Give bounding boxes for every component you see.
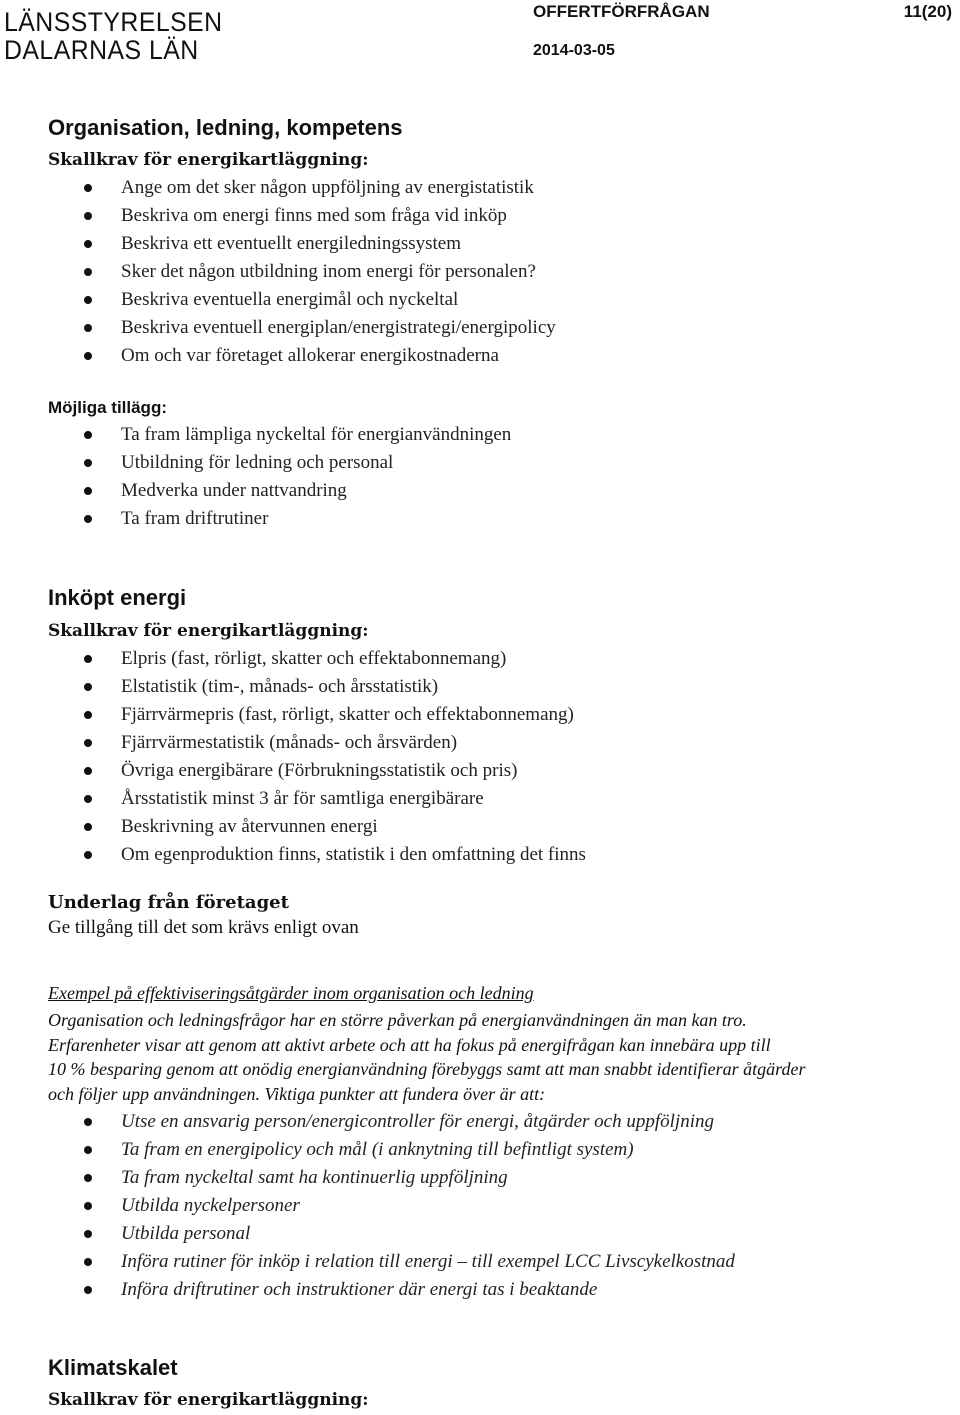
bullet-icon	[84, 1258, 92, 1266]
bullet-icon	[84, 487, 92, 495]
bullet-icon	[84, 184, 92, 192]
list-item: Införa rutiner för inköp i relation till energi – till exempel LCC Livscykelkostnad	[0, 1248, 735, 1276]
bullet-icon	[84, 268, 92, 276]
requirements-heading: Skallkrav för energikartläggning:	[48, 621, 369, 641]
logo-line-2: DALARNAS LÄN	[4, 35, 199, 65]
bullet-icon	[84, 711, 92, 719]
document-type: OFFERTFÖRFRÅGAN	[533, 2, 710, 21]
list-item: Beskriva om energi finns med som fråga vid inköp	[0, 202, 556, 230]
logo-line-1: LÄNSSTYRELSEN	[4, 7, 223, 37]
paragraph-line: och följer upp användningen. Viktiga punkter att fundera över är att:	[48, 1083, 546, 1104]
section-title-energy: Inköpt energi	[48, 585, 187, 610]
list-item: Beskriva ett eventuellt energiledningssystem	[0, 230, 556, 258]
bullet-icon	[84, 795, 92, 803]
section-title-climate: Klimatskalet	[48, 1355, 178, 1380]
bullet-icon	[84, 431, 92, 439]
list-item: Elpris (fast, rörligt, skatter och effektabonnemang)	[0, 645, 586, 673]
bullet-icon	[84, 212, 92, 220]
bullet-icon	[84, 352, 92, 360]
bullet-icon	[84, 1230, 92, 1238]
requirements-heading: Skallkrav för energikartläggning:	[48, 1390, 369, 1410]
bullet-icon	[84, 1286, 92, 1294]
bullet-icon	[84, 1146, 92, 1154]
list-item: Ta fram nyckeltal samt ha kontinuerlig uppföljning	[0, 1164, 735, 1192]
bullet-icon	[84, 1174, 92, 1182]
bullet-icon	[84, 1118, 92, 1126]
agency-logo	[4, 8, 224, 64]
org-optional-list	[0, 421, 511, 533]
list-item: Om egenproduktion finns, statistik i den omfattning det finns	[0, 841, 586, 869]
bullet-icon	[84, 823, 92, 831]
list-item: Ange om det sker någon uppföljning av energistatistik	[0, 174, 556, 202]
list-item: Utbilda personal	[0, 1220, 735, 1248]
optional-heading: Möjliga tillägg:	[48, 398, 167, 417]
list-item: Fjärrvärmepris (fast, rörligt, skatter och effektabonnemang)	[0, 701, 586, 729]
list-item: Införa driftrutiner och instruktioner där energi tas i beaktande	[0, 1276, 735, 1304]
bullet-icon	[84, 459, 92, 467]
document-date: 2014-03-05	[533, 42, 615, 59]
list-item: Om och var företaget allokerar energikostnaderna	[0, 342, 556, 370]
list-item: Ta fram driftrutiner	[0, 505, 511, 533]
bullet-icon	[84, 296, 92, 304]
section-title-organisation: Organisation, ledning, kompetens	[48, 115, 403, 140]
list-item: Årsstatistik minst 3 år för samtliga energibärare	[0, 785, 586, 813]
example-list	[0, 1108, 735, 1304]
list-item: Ta fram lämpliga nyckeltal för energianvändningen	[0, 421, 511, 449]
list-item: Beskriva eventuella energimål och nyckeltal	[0, 286, 556, 314]
basis-text: Ge tillgång till det som krävs enligt ovan	[48, 917, 359, 938]
list-item: Sker det någon utbildning inom energi för personalen?	[0, 258, 556, 286]
requirements-heading: Skallkrav för energikartläggning:	[48, 150, 369, 170]
bullet-icon	[84, 683, 92, 691]
paragraph-line: Organisation och ledningsfrågor har en större påverkan på energianvändningen än man kan tro.	[48, 1010, 747, 1030]
list-item: Utse en ansvarig person/energicontroller för energi, åtgärder och uppföljning	[0, 1108, 735, 1136]
list-item: Utbildning för ledning och personal	[0, 449, 511, 477]
bullet-icon	[84, 655, 92, 663]
list-item: Övriga energibärare (Förbrukningsstatistik och pris)	[0, 757, 586, 785]
bullet-icon	[84, 324, 92, 332]
paragraph-line: Erfarenheter visar att genom att aktivt arbete och att ha fokus på energifrågan kan innebära upp till	[48, 1034, 771, 1055]
bullet-icon	[84, 1202, 92, 1210]
list-item: Medverka under nattvandring	[0, 477, 511, 505]
example-paragraph	[48, 1008, 818, 1106]
list-item: Beskriva eventuell energiplan/energistrategi/energipolicy	[0, 314, 556, 342]
org-requirements-list	[0, 174, 556, 370]
paragraph-line: 10 % besparing genom att onödig energianvändning förebyggs samt att man snabbt identifierar åtgärder	[48, 1059, 806, 1079]
bullet-icon	[84, 767, 92, 775]
bullet-icon	[84, 240, 92, 248]
energy-requirements-list	[0, 645, 586, 869]
page-number: 11(20)	[903, 2, 952, 21]
bullet-icon	[84, 851, 92, 859]
bullet-icon	[84, 739, 92, 747]
bullet-icon	[84, 515, 92, 523]
list-item: Fjärrvärmestatistik (månads- och årsvärden)	[0, 729, 586, 757]
list-item: Elstatistik (tim-, månads- och årsstatistik)	[0, 673, 586, 701]
list-item: Beskrivning av återvunnen energi	[0, 813, 586, 841]
section-title-basis: Underlag från företaget	[48, 892, 289, 913]
list-item: Ta fram en energipolicy och mål (i anknytning till befintligt system)	[0, 1136, 735, 1164]
example-title: Exempel på effektiviseringsåtgärder inom organisation och ledning	[48, 983, 534, 1003]
list-item: Utbilda nyckelpersoner	[0, 1192, 735, 1220]
